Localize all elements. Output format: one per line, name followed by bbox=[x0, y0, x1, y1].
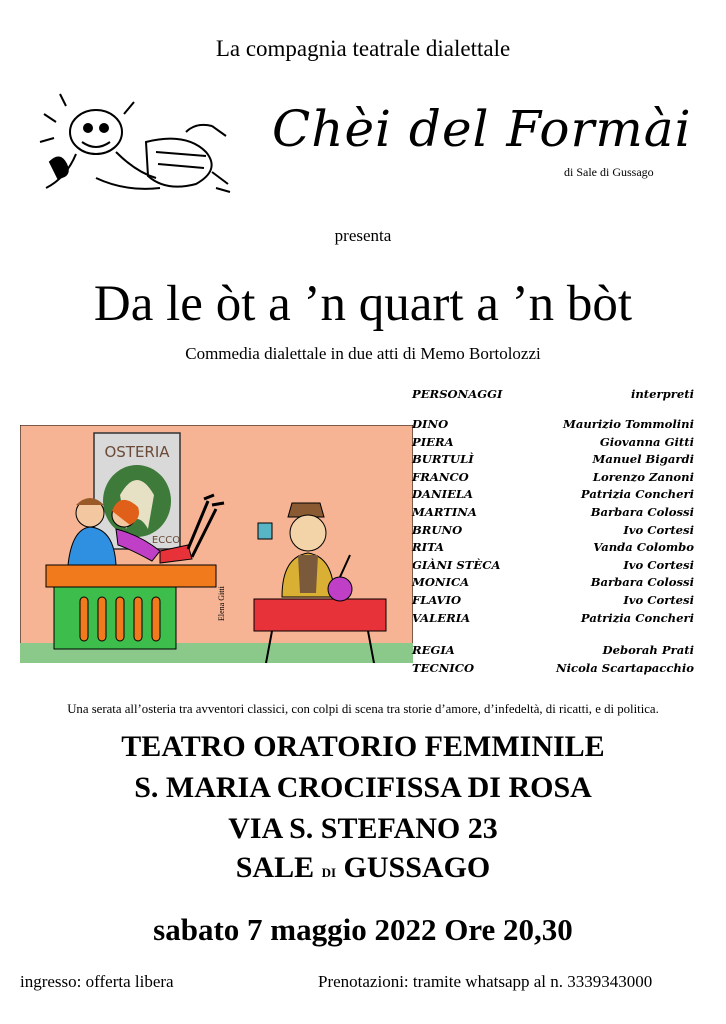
cast-row bbox=[412, 593, 694, 611]
osteria-illustration bbox=[20, 425, 413, 663]
logo-illustration bbox=[36, 92, 232, 200]
sign-text-lower: ECCO bbox=[151, 535, 181, 546]
cast-role: BURTULÌ bbox=[412, 452, 474, 467]
cast-role: PIERA bbox=[412, 434, 454, 449]
company-name-logo: Chèi del Formài bbox=[272, 100, 692, 158]
cast-row bbox=[412, 452, 694, 470]
cast-actor: Ivo Cortesi bbox=[623, 522, 694, 537]
cast-actor: Barbara Colossi bbox=[590, 575, 694, 590]
cast-actor: Giovanna Gitti bbox=[599, 434, 694, 449]
intro-text: La compagnia teatrale dialettale bbox=[215, 36, 511, 61]
cast-role: RITA bbox=[412, 540, 445, 555]
cast-role: REGIA bbox=[412, 643, 455, 657]
cast-role-header: PERSONAGGI bbox=[412, 387, 503, 401]
cast-row bbox=[412, 435, 694, 453]
cast-role: FLAVIO bbox=[412, 593, 462, 607]
cast-row bbox=[412, 643, 694, 661]
cast-actor: Ivo Cortesi bbox=[623, 593, 694, 607]
cast-row bbox=[412, 540, 694, 558]
presents-text: presenta bbox=[334, 226, 392, 245]
play-description: Una serata all’osteria tra avventori classici, con colpi di scena tra storie d’amore, d’infedeltà, di ricatti, e di politica. bbox=[67, 702, 659, 716]
cast-actor: Barbara Colossi bbox=[590, 505, 694, 519]
venue-town-part-b: GUSSAGO bbox=[343, 851, 491, 884]
venue-name-2: S. MARIA CROCIFISSA DI ROSA bbox=[134, 771, 592, 804]
cast-role: MARTINA bbox=[412, 505, 477, 519]
cast-actor: Manuel Bigardi bbox=[592, 452, 694, 467]
venue-address: VIA S. STEFANO 23 bbox=[228, 812, 498, 845]
cast-role: DANIELA bbox=[412, 487, 474, 502]
cast-row bbox=[412, 611, 694, 629]
cast-role: VALERIA bbox=[412, 610, 471, 625]
venue-town-part-a: SALE bbox=[235, 851, 315, 884]
cast-role: BRUNO bbox=[412, 522, 463, 537]
venue-town-small: DI bbox=[321, 865, 337, 880]
cast-row bbox=[412, 470, 694, 488]
cast-row bbox=[412, 558, 694, 576]
cast-row bbox=[412, 505, 694, 523]
cast-row bbox=[412, 417, 694, 435]
sign-text: OSTERIA bbox=[104, 443, 170, 461]
cast-role: DINO bbox=[412, 417, 449, 431]
cast-role: GIÀNI STÈCA bbox=[412, 557, 501, 572]
cast-actor: Patrizia Concheri bbox=[580, 610, 694, 625]
cast-actor: Patrizia Concheri bbox=[580, 487, 694, 502]
cast-role: MONICA bbox=[412, 575, 470, 590]
cast-row bbox=[412, 487, 694, 505]
osteria-sign bbox=[94, 433, 180, 549]
venue-name: TEATRO ORATORIO FEMMINILE bbox=[121, 730, 605, 763]
cast-actor: Ivo Cortesi bbox=[623, 557, 694, 572]
company-place: di Sale di Gussago bbox=[564, 165, 654, 179]
cast-actor: Vanda Colombo bbox=[593, 540, 694, 555]
cast-actor: Nicola Scartapacchio bbox=[556, 660, 694, 675]
cast-actor: Maurizio Tommolini bbox=[563, 417, 694, 431]
cast-actor: Lorenzo Zanoni bbox=[592, 469, 694, 484]
cast-actor-header: interpreti bbox=[630, 387, 694, 401]
cast-role: TECNICO bbox=[412, 660, 475, 675]
cast-row bbox=[412, 661, 694, 679]
event-date-time: sabato 7 maggio 2022 Ore 20,30 bbox=[153, 912, 573, 947]
illustration-signature: Elena Gitti bbox=[217, 586, 226, 621]
bookings-info: Prenotazioni: tramite whatsapp al n. 3339343000 bbox=[318, 972, 653, 991]
play-subtitle: Commedia dialettale in due atti di Memo Bortolozzi bbox=[185, 344, 541, 363]
cast-role: FRANCO bbox=[412, 469, 469, 484]
cast-row bbox=[412, 523, 694, 541]
play-title: Da le òt a ’n quart a ’n bòt bbox=[93, 276, 633, 332]
venue-town bbox=[0, 851, 726, 885]
cast-actor: Deborah Prati bbox=[602, 643, 694, 657]
admission-info: ingresso: offerta libera bbox=[20, 972, 174, 991]
cast-row bbox=[412, 575, 694, 593]
